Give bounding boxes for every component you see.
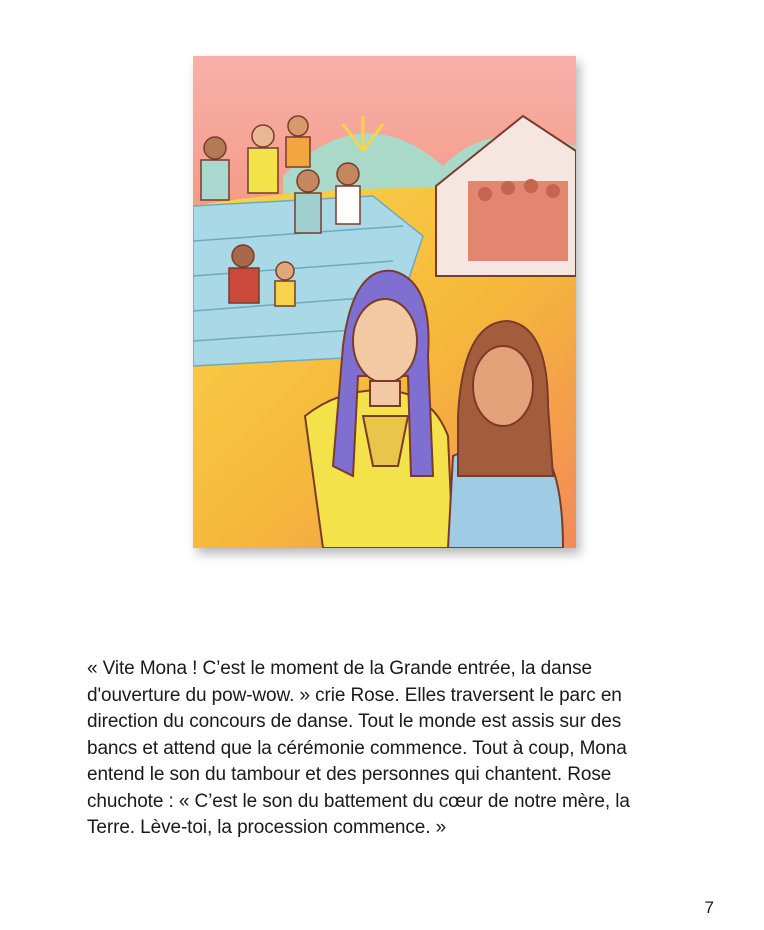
story-line: « Vite Mona ! C’est le moment de la Grande entrée, la danse	[87, 658, 592, 679]
story-line: chuchote : « C’est le son du battement du cœur de notre mère, la	[87, 790, 630, 812]
story-line: d'ouverture du pow-wow. » crie Rose. Elles traversent le parc en	[87, 684, 622, 706]
story-line: direction du concours de danse. Tout le monde est assis sur des	[87, 711, 622, 732]
story-paragraph	[87, 656, 697, 842]
story-line: entend le son du tambour et des personnes qui chantent. Rose	[87, 764, 612, 785]
page-number: 7	[704, 898, 714, 917]
pow-wow-illustration	[193, 56, 576, 548]
story-line: Terre. Lève-toi, la procession commence. »	[87, 817, 447, 838]
story-line: bancs et attend que la cérémonie commence. Tout à coup, Mona	[87, 737, 627, 759]
